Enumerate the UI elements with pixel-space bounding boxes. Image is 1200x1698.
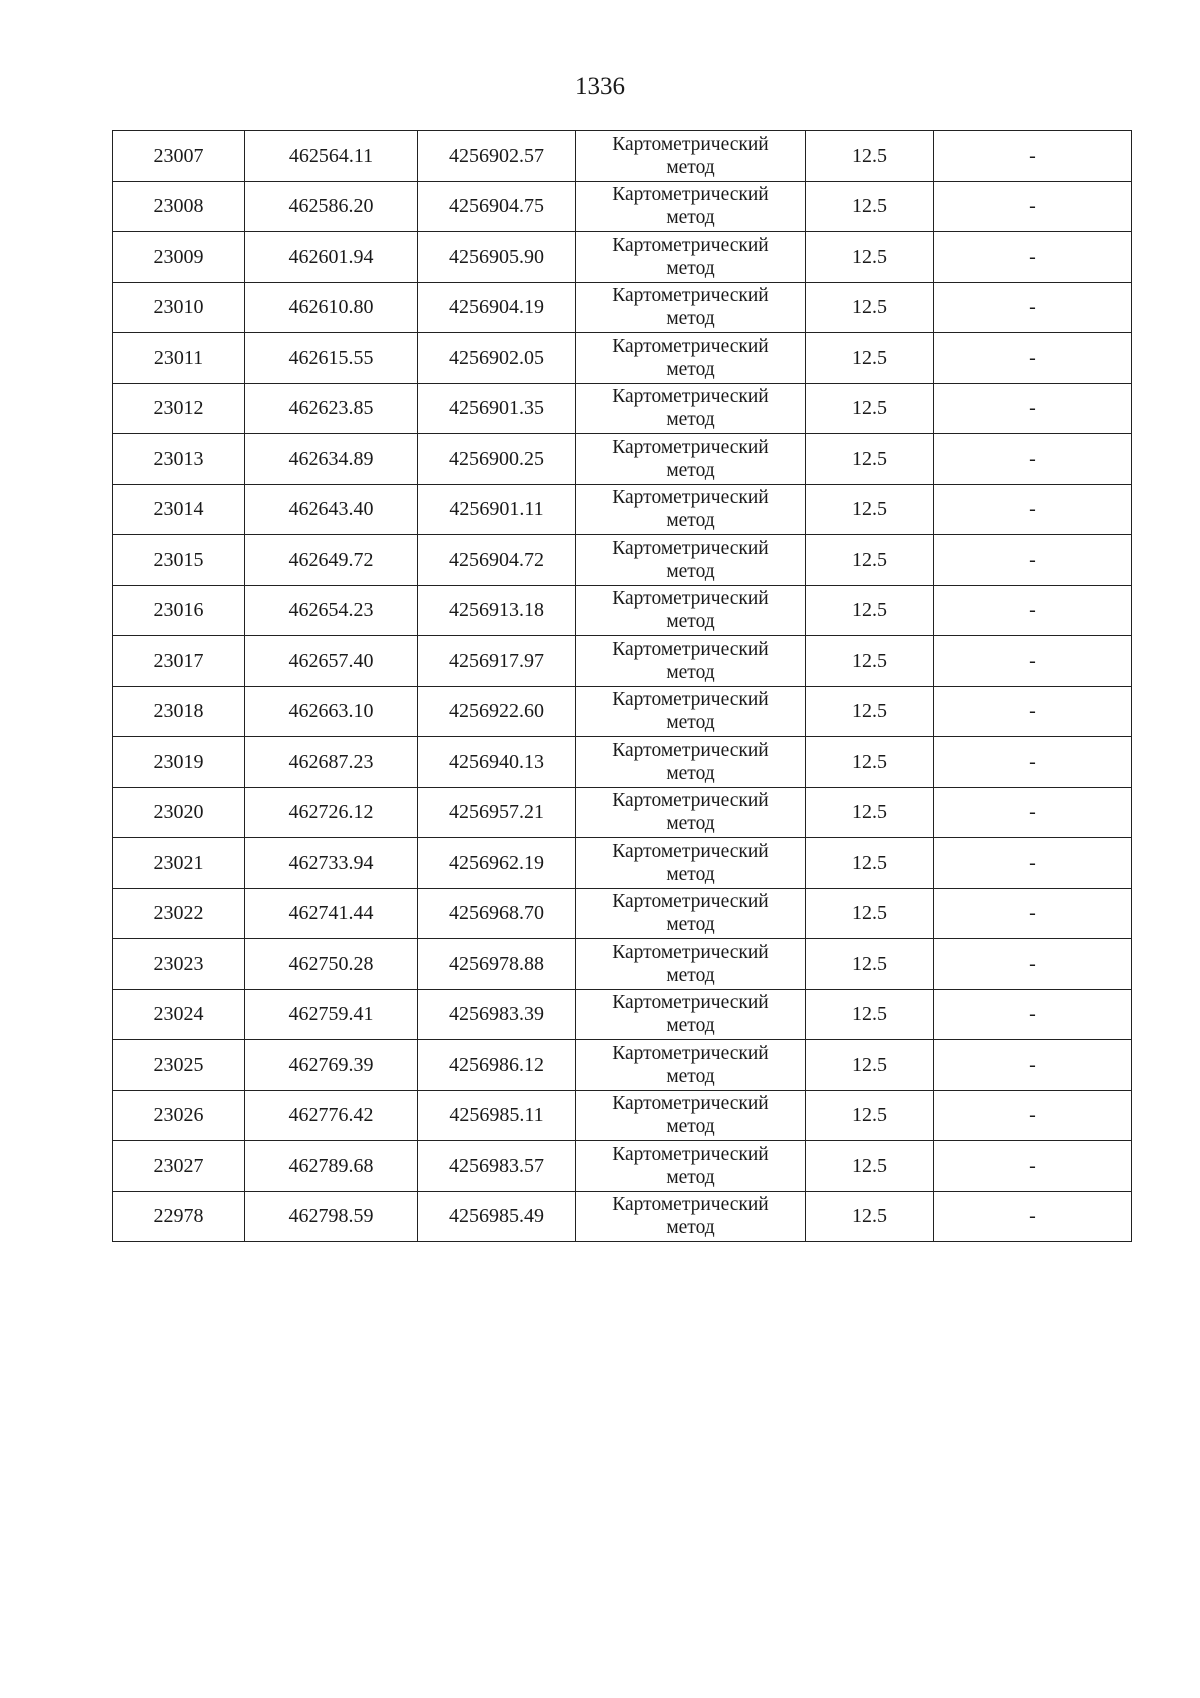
table-row (113, 1040, 1132, 1091)
accuracy-cell: 12.5 (806, 434, 934, 485)
method-cell (576, 1141, 806, 1192)
table-row (113, 787, 1132, 838)
table-row (113, 333, 1132, 384)
x-coordinate-cell: 462601.94 (245, 232, 418, 283)
accuracy-cell: 12.5 (806, 636, 934, 687)
y-coordinate-cell: 4256917.97 (418, 636, 576, 687)
x-coordinate-cell: 462634.89 (245, 434, 418, 485)
point-id-cell: 23008 (113, 181, 245, 232)
table-row (113, 1191, 1132, 1242)
y-coordinate-cell: 4256983.39 (418, 989, 576, 1040)
method-text: Картометрический метод (612, 386, 769, 431)
point-id-cell: 23025 (113, 1040, 245, 1091)
y-coordinate-cell: 4256922.60 (418, 686, 576, 737)
y-coordinate-cell: 4256900.25 (418, 434, 576, 485)
x-coordinate-cell: 462798.59 (245, 1191, 418, 1242)
x-coordinate-cell: 462789.68 (245, 1141, 418, 1192)
point-id-cell: 23026 (113, 1090, 245, 1141)
method-cell (576, 787, 806, 838)
table-row (113, 181, 1132, 232)
table-row (113, 1090, 1132, 1141)
method-cell (576, 838, 806, 889)
y-coordinate-cell: 4256978.88 (418, 939, 576, 990)
y-coordinate-cell: 4256968.70 (418, 888, 576, 939)
point-id-cell: 23013 (113, 434, 245, 485)
method-text: Картометрический метод (612, 436, 769, 481)
note-cell: - (934, 131, 1132, 182)
point-id-cell: 23012 (113, 383, 245, 434)
method-text: Картометрический метод (612, 234, 769, 279)
method-cell (576, 484, 806, 535)
point-id-cell: 22978 (113, 1191, 245, 1242)
page-number: 1336 (575, 73, 625, 100)
y-coordinate-cell: 4256985.49 (418, 1191, 576, 1242)
x-coordinate-cell: 462769.39 (245, 1040, 418, 1091)
point-id-cell: 23027 (113, 1141, 245, 1192)
accuracy-cell: 12.5 (806, 787, 934, 838)
x-coordinate-cell: 462623.85 (245, 383, 418, 434)
note-cell: - (934, 1191, 1132, 1242)
table-row (113, 1141, 1132, 1192)
y-coordinate-cell: 4256902.57 (418, 131, 576, 182)
accuracy-cell: 12.5 (806, 838, 934, 889)
y-coordinate-cell: 4256983.57 (418, 1141, 576, 1192)
accuracy-cell: 12.5 (806, 989, 934, 1040)
table-row (113, 131, 1132, 182)
note-cell: - (934, 434, 1132, 485)
method-cell (576, 131, 806, 182)
method-text: Картометрический метод (612, 285, 769, 330)
point-id-cell: 23014 (113, 484, 245, 535)
y-coordinate-cell: 4256904.19 (418, 282, 576, 333)
y-coordinate-cell: 4256902.05 (418, 333, 576, 384)
accuracy-cell: 12.5 (806, 383, 934, 434)
x-coordinate-cell: 462586.20 (245, 181, 418, 232)
table-row (113, 232, 1132, 283)
method-cell (576, 989, 806, 1040)
note-cell: - (934, 838, 1132, 889)
table-row (113, 535, 1132, 586)
point-id-cell: 23009 (113, 232, 245, 283)
method-text: Картометрический метод (612, 133, 769, 178)
accuracy-cell: 12.5 (806, 333, 934, 384)
method-text: Картометрический метод (612, 992, 769, 1037)
table-row (113, 383, 1132, 434)
method-text: Картометрический метод (612, 1093, 769, 1138)
x-coordinate-cell: 462750.28 (245, 939, 418, 990)
table-row (113, 838, 1132, 889)
y-coordinate-cell: 4256962.19 (418, 838, 576, 889)
method-cell (576, 434, 806, 485)
x-coordinate-cell: 462564.11 (245, 131, 418, 182)
point-id-cell: 23010 (113, 282, 245, 333)
point-id-cell: 23016 (113, 585, 245, 636)
x-coordinate-cell: 462741.44 (245, 888, 418, 939)
method-text: Картометрический метод (612, 840, 769, 885)
accuracy-cell: 12.5 (806, 888, 934, 939)
x-coordinate-cell: 462663.10 (245, 686, 418, 737)
note-cell: - (934, 535, 1132, 586)
accuracy-cell: 12.5 (806, 181, 934, 232)
point-id-cell: 23017 (113, 636, 245, 687)
table-row (113, 434, 1132, 485)
x-coordinate-cell: 462615.55 (245, 333, 418, 384)
y-coordinate-cell: 4256913.18 (418, 585, 576, 636)
accuracy-cell: 12.5 (806, 282, 934, 333)
method-text: Картометрический метод (612, 184, 769, 229)
table-body (113, 131, 1132, 1242)
method-text: Картометрический метод (612, 739, 769, 784)
table-row (113, 888, 1132, 939)
point-id-cell: 23015 (113, 535, 245, 586)
table-row (113, 282, 1132, 333)
table-row (113, 939, 1132, 990)
accuracy-cell: 12.5 (806, 1040, 934, 1091)
method-text: Картометрический метод (612, 941, 769, 986)
accuracy-cell: 12.5 (806, 131, 934, 182)
point-id-cell: 23018 (113, 686, 245, 737)
note-cell: - (934, 383, 1132, 434)
table-row (113, 636, 1132, 687)
accuracy-cell: 12.5 (806, 1191, 934, 1242)
method-cell (576, 585, 806, 636)
point-id-cell: 23020 (113, 787, 245, 838)
y-coordinate-cell: 4256904.72 (418, 535, 576, 586)
x-coordinate-cell: 462776.42 (245, 1090, 418, 1141)
point-id-cell: 23019 (113, 737, 245, 788)
table-row (113, 737, 1132, 788)
note-cell: - (934, 737, 1132, 788)
note-cell: - (934, 484, 1132, 535)
method-cell (576, 686, 806, 737)
note-cell: - (934, 939, 1132, 990)
table-row (113, 686, 1132, 737)
x-coordinate-cell: 462726.12 (245, 787, 418, 838)
method-cell (576, 383, 806, 434)
table-row (113, 989, 1132, 1040)
method-text: Картометрический метод (612, 638, 769, 683)
note-cell: - (934, 888, 1132, 939)
method-text: Картометрический метод (612, 588, 769, 633)
accuracy-cell: 12.5 (806, 585, 934, 636)
note-cell: - (934, 333, 1132, 384)
method-cell (576, 333, 806, 384)
method-text: Картометрический метод (612, 1194, 769, 1239)
y-coordinate-cell: 4256986.12 (418, 1040, 576, 1091)
x-coordinate-cell: 462610.80 (245, 282, 418, 333)
method-cell (576, 232, 806, 283)
method-text: Картометрический метод (612, 689, 769, 734)
accuracy-cell: 12.5 (806, 737, 934, 788)
method-cell (576, 535, 806, 586)
note-cell: - (934, 1141, 1132, 1192)
accuracy-cell: 12.5 (806, 1090, 934, 1141)
method-text: Картометрический метод (612, 487, 769, 532)
point-id-cell: 23022 (113, 888, 245, 939)
x-coordinate-cell: 462733.94 (245, 838, 418, 889)
method-text: Картометрический метод (612, 1042, 769, 1087)
method-text: Картометрический метод (612, 537, 769, 582)
method-cell (576, 1090, 806, 1141)
note-cell: - (934, 989, 1132, 1040)
point-id-cell: 23021 (113, 838, 245, 889)
x-coordinate-cell: 462759.41 (245, 989, 418, 1040)
note-cell: - (934, 686, 1132, 737)
y-coordinate-cell: 4256901.11 (418, 484, 576, 535)
accuracy-cell: 12.5 (806, 484, 934, 535)
method-cell (576, 737, 806, 788)
y-coordinate-cell: 4256905.90 (418, 232, 576, 283)
note-cell: - (934, 1040, 1132, 1091)
note-cell: - (934, 1090, 1132, 1141)
method-text: Картометрический метод (612, 790, 769, 835)
method-cell (576, 1040, 806, 1091)
method-cell (576, 181, 806, 232)
note-cell: - (934, 282, 1132, 333)
method-cell (576, 888, 806, 939)
note-cell: - (934, 232, 1132, 283)
y-coordinate-cell: 4256904.75 (418, 181, 576, 232)
y-coordinate-cell: 4256957.21 (418, 787, 576, 838)
x-coordinate-cell: 462657.40 (245, 636, 418, 687)
accuracy-cell: 12.5 (806, 535, 934, 586)
table-row (113, 585, 1132, 636)
accuracy-cell: 12.5 (806, 686, 934, 737)
y-coordinate-cell: 4256901.35 (418, 383, 576, 434)
method-cell (576, 282, 806, 333)
method-cell (576, 939, 806, 990)
method-text: Картометрический метод (612, 335, 769, 380)
note-cell: - (934, 636, 1132, 687)
note-cell: - (934, 787, 1132, 838)
point-id-cell: 23023 (113, 939, 245, 990)
x-coordinate-cell: 462654.23 (245, 585, 418, 636)
point-id-cell: 23011 (113, 333, 245, 384)
point-id-cell: 23024 (113, 989, 245, 1040)
method-cell (576, 636, 806, 687)
table-row (113, 484, 1132, 535)
accuracy-cell: 12.5 (806, 1141, 934, 1192)
accuracy-cell: 12.5 (806, 232, 934, 283)
x-coordinate-cell: 462649.72 (245, 535, 418, 586)
point-id-cell: 23007 (113, 131, 245, 182)
y-coordinate-cell: 4256985.11 (418, 1090, 576, 1141)
method-text: Картометрический метод (612, 891, 769, 936)
y-coordinate-cell: 4256940.13 (418, 737, 576, 788)
method-text: Картометрический метод (612, 1143, 769, 1188)
note-cell: - (934, 181, 1132, 232)
coordinates-table (112, 130, 1132, 1242)
x-coordinate-cell: 462643.40 (245, 484, 418, 535)
note-cell: - (934, 585, 1132, 636)
x-coordinate-cell: 462687.23 (245, 737, 418, 788)
accuracy-cell: 12.5 (806, 939, 934, 990)
method-cell (576, 1191, 806, 1242)
